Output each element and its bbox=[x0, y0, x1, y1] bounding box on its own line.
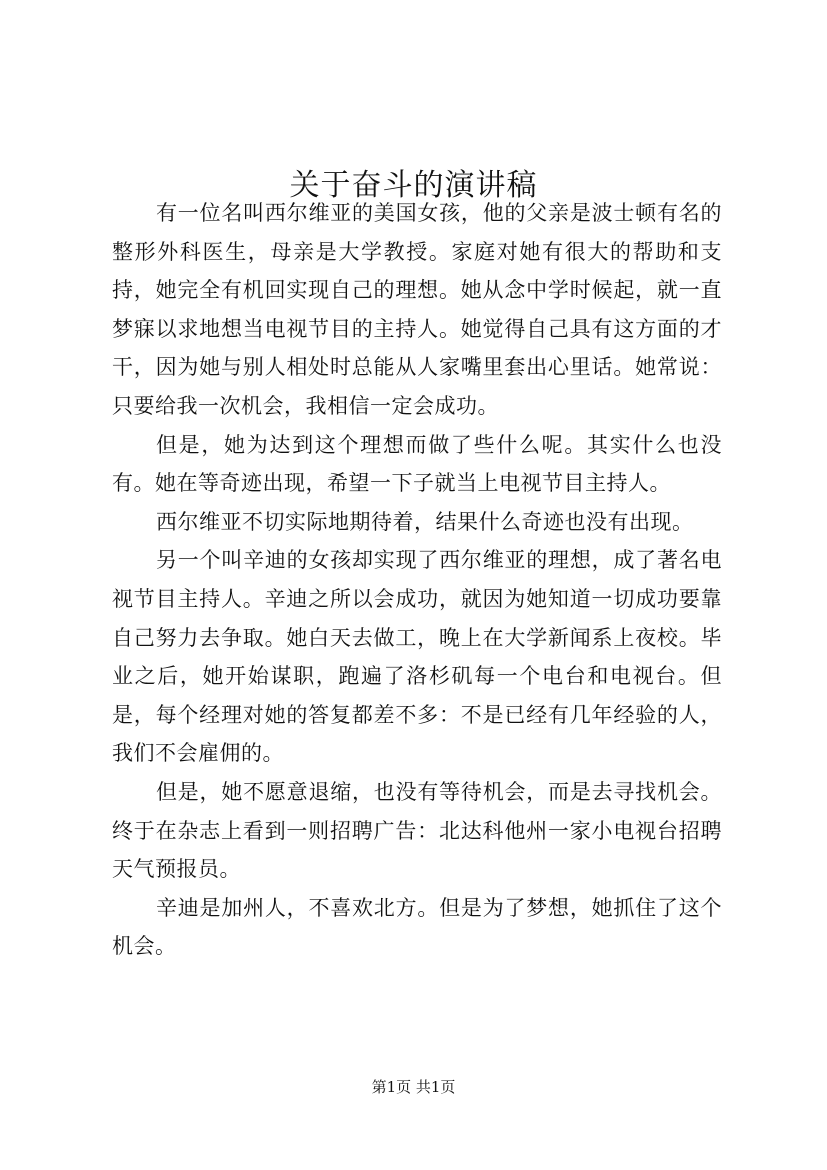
page-footer: 第1页 共1页 bbox=[371, 1078, 456, 1096]
document-title: 关于奋斗的演讲稿 bbox=[289, 168, 538, 204]
paragraph-6: 辛迪是加州人，不喜欢北方。但是为了梦想，她抓住了这个机会。 bbox=[112, 895, 722, 959]
paragraph-5: 但是，她不愿意退缩，也没有等待机会，而是去寻找机会。终于在杂志上看到一则招聘广告：北达科他州一家小电视台招聘天气预报员。 bbox=[112, 779, 722, 882]
paragraph-2: 但是，她为达到这个理想而做了些什么呢。其实什么也没有。她在等奇迹出现，希望一下子就当上电视节目主持人。 bbox=[112, 432, 722, 496]
paragraph-4: 另一个叫辛迪的女孩却实现了西尔维亚的理想，成了著名电视节目主持人。辛迪之所以会成功，就因为她知道一切成功要靠自己努力去争取。她白天去做工，晚上在大学新闻系上夜校。毕业之后，她开始谋职，跑遍了洛杉矶每一个电台和电视台。但是，每个经理对她的答复都差不多：不是已经有几年经验的人，我们不会雇佣的。 bbox=[112, 548, 722, 766]
paragraph-1: 有一位名叫西尔维亚的美国女孩，他的父亲是波士顿有名的整形外科医生，母亲是大学教授。家庭对她有很大的帮助和支持，她完全有机回实现自己的理想。她从念中学时候起，就一直梦寐以求地想当电视节目的主持人。她觉得自己具有这方面的才干，因为她与别人相处时总能从人家嘴里套出心里话。她常说：只要给我一次机会，我相信一定会成功。 bbox=[112, 201, 722, 418]
paragraph-3: 西尔维亚不切实际地期待着，结果什么奇迹也没有出现。 bbox=[156, 509, 694, 534]
document-body bbox=[112, 194, 722, 966]
